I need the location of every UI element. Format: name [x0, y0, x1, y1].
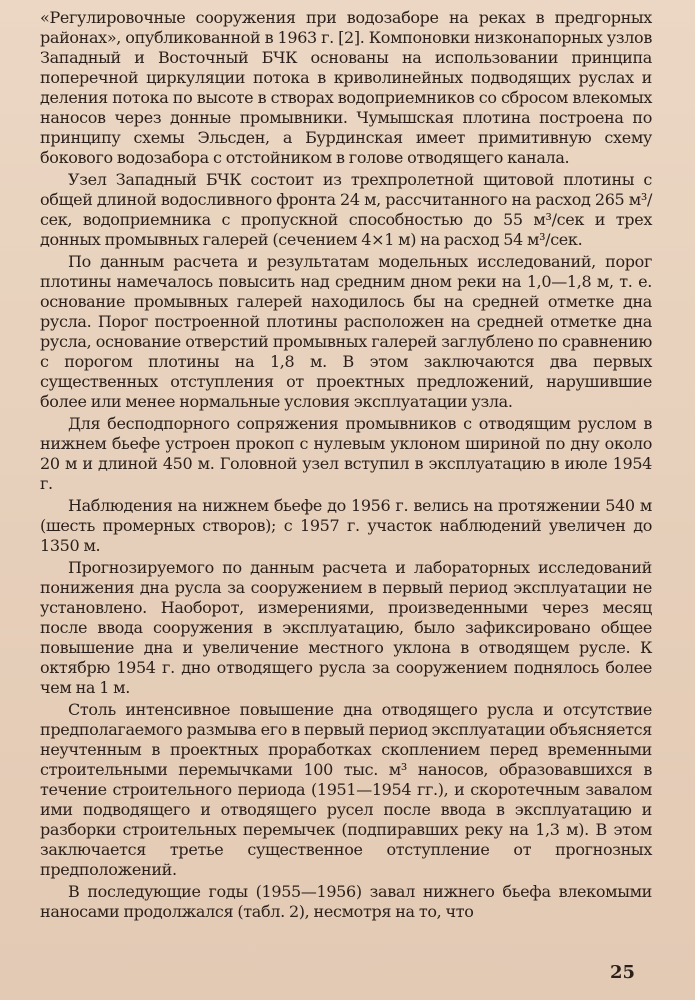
paragraph-2: Узел Западный БЧК состоит из трехпролетной щитовой плотины с общей длиной водосливного фронта 24 м, рассчитанного на расход 265 м³/сек, водоприемника с пропускной способностью до 55 м³/сек и трех донных промывных галерей (сечением 4×1 м) на расход 54 м³/сек.	[40, 170, 652, 249]
paragraph-8: В последующие годы (1955—1956) завал нижнего бьефа влекомыми наносами продолжался (табл. 2), несмотря на то, что	[40, 882, 652, 921]
paragraph-1: «Регулировочные сооружения при водозаборе на реках в предгорных районах», опубликованной в 1963 г. [2]. Компоновки низконапорных узлов Западный и Восточный БЧК основаны на использовании принципа поперечной циркуляции потока в криволинейных подводящих руслах и деления потока по высоте в створах водоприемников со сбросом влекомых наносов через донные промывники. Чумышская плотина построена по принципу схемы Эльсден, а Бурдинская имеет примитивную схему бокового водозабора с отстойником в голове отводящего канала.	[40, 8, 652, 167]
paragraph-4: Для бесподпорного сопряжения промывников с отводящим руслом в нижнем бьефе устроен прокоп с нулевым уклоном шириной по дну около 20 м и длиной 450 м. Головной узел вступил в эксплуатацию в июле 1954 г.	[40, 414, 652, 493]
paragraph-5: Наблюдения на нижнем бьефе до 1956 г. велись на протяжении 540 м (шесть промерных створов); с 1957 г. участок наблюдений увеличен до 1350 м.	[40, 496, 652, 555]
paragraph-3: По данным расчета и результатам модельных исследований, порог плотины намечалось повысить над средним дном реки на 1,0—1,8 м, т. е. основание промывных галерей находилось бы на средней отметке дна русла. Порог построенной плотины расположен на средней отметке дна русла, основание отверстий промывных галерей заглублено по сравнению с порогом плотины на 1,8 м. В этом заключаются два первых существенных отступления от проектных предложений, нарушившие более или менее нормальные условия эксплуатации узла.	[40, 252, 652, 411]
page-number: 25	[609, 962, 635, 983]
text-body	[40, 8, 652, 922]
paragraph-6: Прогнозируемого по данным расчета и лабораторных исследований понижения дна русла за сооружением в первый период эксплуатации не установлено. Наоборот, измерениями, произведенными через месяц после ввода сооружения в эксплуатацию, было зафиксировано общее повышение дна и увеличение местного уклона в отводящем русле. К октябрю 1954 г. дно отводящего русла за сооружением поднялось более чем на 1 м.	[40, 558, 652, 697]
paragraph-7: Столь интенсивное повышение дна отводящего русла и отсутствие предполагаемого размыва его в первый период эксплуатации объясняется неучтенным в проектных проработках скоплением перед временными строительными перемычками 100 тыс. м³ наносов, образовавшихся в течение строительного периода (1951—1954 гг.), и скоротечным завалом ими подводящего и отводящего русел после ввода в эксплуатацию и разборки строительных перемычек (подпиравших реку на 1,3 м). В этом заключается третье существенное отступление от прогнозных предположений.	[40, 700, 652, 879]
